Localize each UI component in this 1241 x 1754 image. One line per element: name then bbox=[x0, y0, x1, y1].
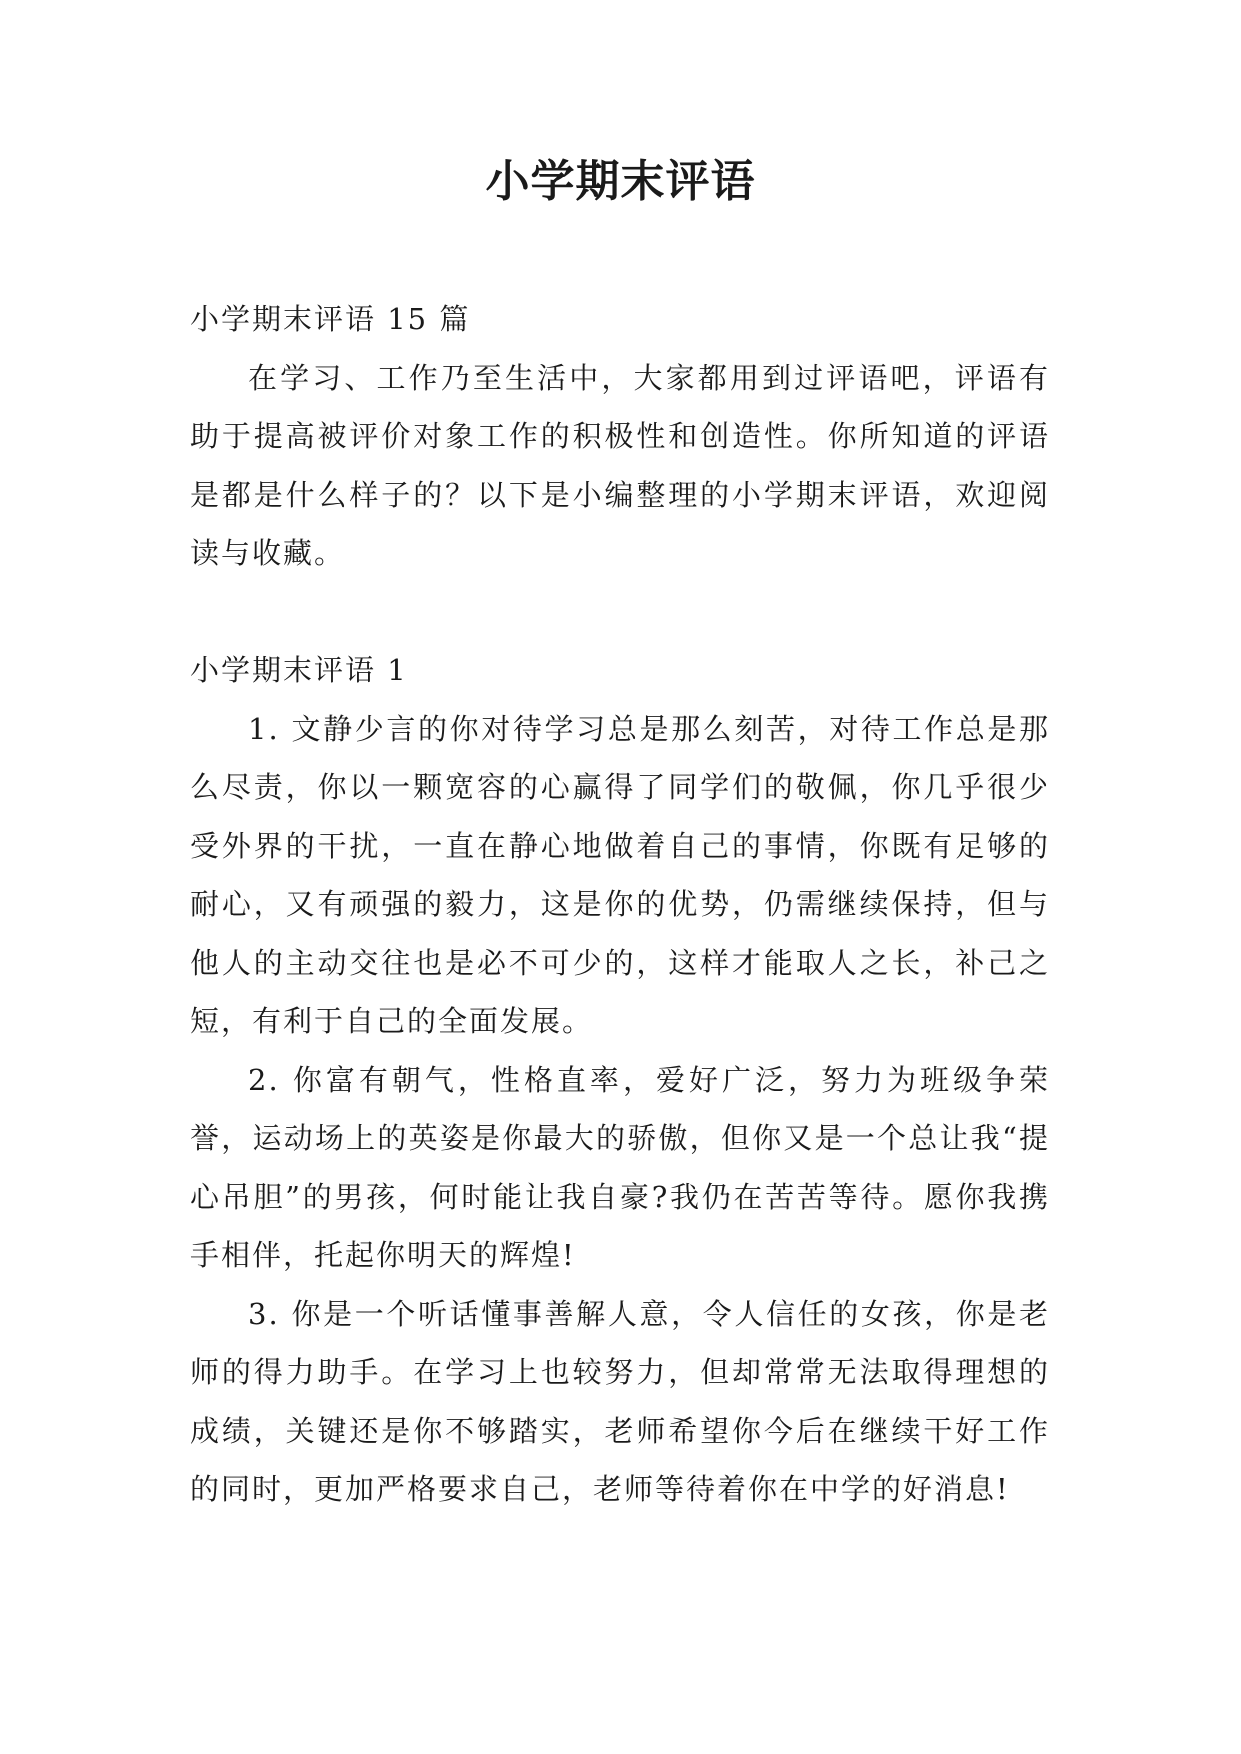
paragraph-spacer bbox=[190, 583, 1050, 642]
comment-item-3: 3. 你是一个听话懂事善解人意，令人信任的女孩，你是老师的得力助手。在学习上也较努力，但却常常无法取得理想的成绩，关键还是你不够踏实，老师希望你今后在继续干好工作的同时，更加严格要求自己，老师等待着你在中学的好消息! bbox=[190, 1296, 1050, 1506]
document-body bbox=[190, 290, 1050, 1519]
comment-item-1: 1. 文静少言的你对待学习总是那么刻苦，对待工作总是那么尽责，你以一颗宽容的心赢得了同学们的敬佩，你几乎很少受外界的干扰，一直在静心地做着自己的事情，你既有足够的耐心，又有顽强的毅力，这是你的优势，仍需继续保持，但与他人的主动交往也是必不可少的，这样才能取人之长，补己之短，有利于自己的全面发展。 bbox=[190, 711, 1050, 1038]
document-title: 小学期末评语 bbox=[485, 156, 756, 207]
section-heading: 小学期末评语 1 bbox=[190, 653, 408, 687]
comment-item-2: 2. 你富有朝气，性格直率，爱好广泛，努力为班级争荣誉，运动场上的英姿是你最大的骄傲，但你又是一个总让我“提心吊胆”的男孩，何时能让我自豪?我仍在苦苦等待。愿你我携手相伴，托起你明天的辉煌! bbox=[190, 1062, 1050, 1272]
document-subtitle: 小学期末评语 15 篇 bbox=[190, 302, 471, 336]
intro-paragraph: 在学习、工作乃至生活中，大家都用到过评语吧，评语有助于提高被评价对象工作的积极性和创造性。你所知道的评语是都是什么样子的？以下是小编整理的小学期末评语，欢迎阅读与收藏。 bbox=[190, 360, 1050, 570]
